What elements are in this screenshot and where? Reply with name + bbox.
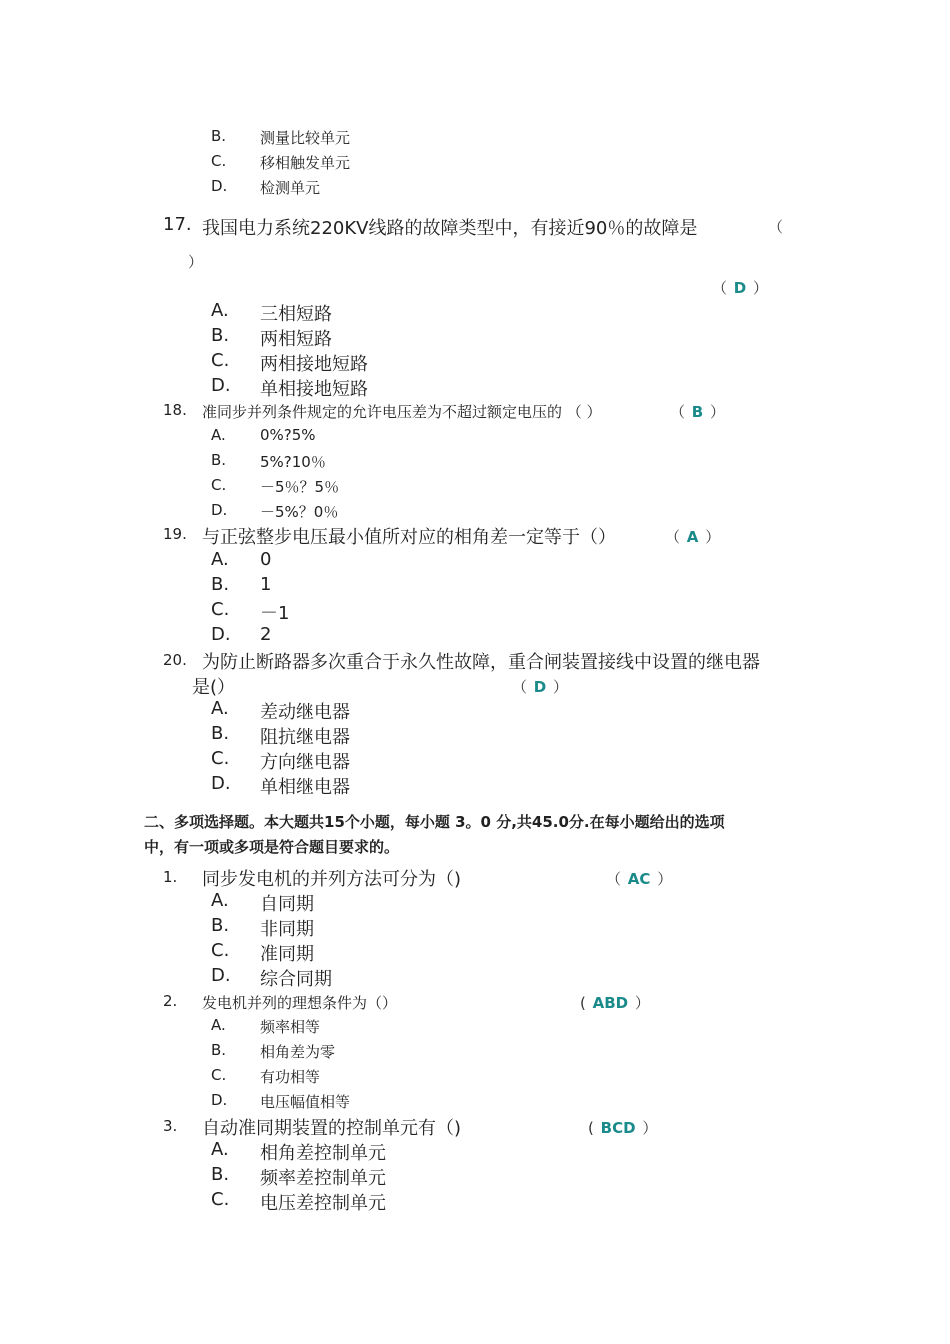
option-text: 电压差控制单元 (260, 1193, 386, 1214)
question-text: 我国电力系统220KV线路的故障类型中，有接近90％的故障是 (202, 218, 698, 239)
option-letter: D. (211, 624, 231, 645)
question-text: 准同步并列条件规定的允许电压差为不超过额定电压的 （ ） (202, 403, 602, 421)
option-text: 两相接地短路 (260, 354, 368, 375)
question-text-continued: 是(） (192, 677, 236, 698)
option-text: 电压幅值相等 (260, 1093, 351, 1111)
option-text: 频率相等 (260, 1018, 321, 1036)
answer-box (665, 526, 720, 547)
answer-value: AC (627, 870, 651, 888)
question-text: 自动准同期装置的控制单元有（) (202, 1118, 462, 1139)
answer-close-paren: ） (634, 994, 650, 1012)
option-letter: D. (211, 965, 231, 986)
option-text: 有功相等 (260, 1068, 321, 1086)
option-letter: B. (211, 1164, 230, 1185)
answer-open-paren: （ (670, 403, 686, 421)
option-text: 综合同期 (260, 969, 332, 990)
option-letter: D. (211, 501, 228, 519)
question-number: 19. (163, 525, 187, 543)
answer-value: D (733, 279, 747, 297)
question-number: 1. (163, 868, 178, 886)
option-letter: C. (211, 1066, 227, 1084)
option-letter: A. (211, 549, 229, 570)
answer-value: BCD (600, 1119, 636, 1137)
option-letter: C. (211, 152, 227, 170)
answer-close-paren: ） (753, 279, 769, 297)
answer-box (670, 401, 725, 422)
answer-close-paren: ） (642, 1119, 658, 1137)
blank-open-paren: （ (768, 218, 784, 236)
option-text: 三相短路 (260, 304, 332, 325)
option-text: －1 (260, 603, 290, 624)
answer-close-paren: ） (705, 528, 721, 546)
answer-close-paren: ） (710, 403, 726, 421)
option-letter: A. (211, 890, 229, 911)
option-letter: B. (211, 915, 230, 936)
option-text: 移相触发单元 (260, 154, 351, 172)
option-letter: B. (211, 127, 227, 145)
option-letter: B. (211, 723, 230, 744)
question-text: 发电机并列的理想条件为（） (202, 994, 398, 1012)
answer-box (580, 992, 650, 1013)
option-letter: D. (211, 773, 231, 794)
option-letter: B. (211, 451, 227, 469)
option-text: 准同期 (260, 944, 314, 965)
option-text: 0%?5% (260, 426, 316, 444)
option-text: 0 (260, 549, 272, 570)
answer-box (606, 868, 672, 889)
question-number: 17. (163, 214, 192, 235)
question-text: 与正弦整步电压最小值所对应的相角差一定等于（） (202, 527, 616, 548)
option-text: 单相继电器 (260, 777, 350, 798)
option-letter: A. (211, 426, 226, 444)
answer-close-paren: ） (553, 678, 569, 696)
option-letter: C. (211, 599, 230, 620)
option-letter: C. (211, 940, 230, 961)
option-text: 检测单元 (260, 179, 321, 197)
section-heading-line1: 二、多项选择题。本大题共15个小题，每小题 3。0 分,共45.0分.在每小题给出的选项 (144, 813, 725, 831)
option-text: 1 (260, 574, 272, 595)
option-text: 自同期 (260, 894, 314, 915)
answer-value: D (533, 678, 547, 696)
question-text: 同步发电机的并列方法可分为（) (202, 869, 462, 890)
answer-box (712, 277, 768, 298)
answer-open-paren: ( (580, 994, 586, 1012)
option-letter: D. (211, 1091, 228, 1109)
question-number: 3. (163, 1117, 178, 1135)
option-letter: C. (211, 476, 227, 494)
section-heading-line2: 中，有一项或多项是符合题目要求的。 (144, 838, 400, 856)
option-letter: D. (211, 375, 231, 396)
option-letter: B. (211, 325, 230, 346)
option-letter: C. (211, 1189, 230, 1210)
option-letter: A. (211, 1139, 229, 1160)
answer-value: B (691, 403, 704, 421)
answer-open-paren: （ (512, 678, 528, 696)
option-text: 5%?10％ (260, 453, 326, 471)
question-text: 为防止断路器多次重合于永久性故障，重合闸装置接线中设置的继电器 (202, 652, 760, 673)
answer-value: ABD (592, 994, 629, 1012)
option-text: 相角差控制单元 (260, 1143, 386, 1164)
question-number: 2. (163, 992, 178, 1010)
answer-open-paren: ( (588, 1119, 594, 1137)
option-text: 频率差控制单元 (260, 1168, 386, 1189)
answer-value: A (686, 528, 699, 546)
answer-open-paren: （ (606, 870, 622, 888)
answer-open-paren: （ (712, 279, 728, 297)
option-letter: A. (211, 698, 229, 719)
answer-open-paren: （ (665, 528, 681, 546)
option-letter: B. (211, 1041, 227, 1059)
option-text: 差动继电器 (260, 702, 350, 723)
option-text: －5%？0％ (260, 503, 339, 521)
option-letter: A. (211, 300, 229, 321)
option-text: 方向继电器 (260, 752, 350, 773)
option-text: 两相短路 (260, 329, 332, 350)
answer-box (588, 1117, 657, 1138)
option-text: 相角差为零 (260, 1043, 336, 1061)
option-text: 非同期 (260, 919, 314, 940)
question-number: 18. (163, 401, 187, 419)
option-letter: B. (211, 574, 230, 595)
option-text: －5％？5％ (260, 478, 340, 496)
option-text: 单相接地短路 (260, 379, 368, 400)
option-letter: C. (211, 350, 230, 371)
answer-close-paren: ） (657, 870, 673, 888)
option-text: 阻抗继电器 (260, 727, 350, 748)
option-text: 2 (260, 624, 272, 645)
option-letter: D. (211, 177, 228, 195)
blank-close-paren: ） (188, 253, 204, 271)
option-letter: A. (211, 1016, 226, 1034)
option-text: 测量比较单元 (260, 129, 351, 147)
answer-box (512, 676, 568, 697)
option-letter: C. (211, 748, 230, 769)
question-number: 20. (163, 651, 187, 669)
